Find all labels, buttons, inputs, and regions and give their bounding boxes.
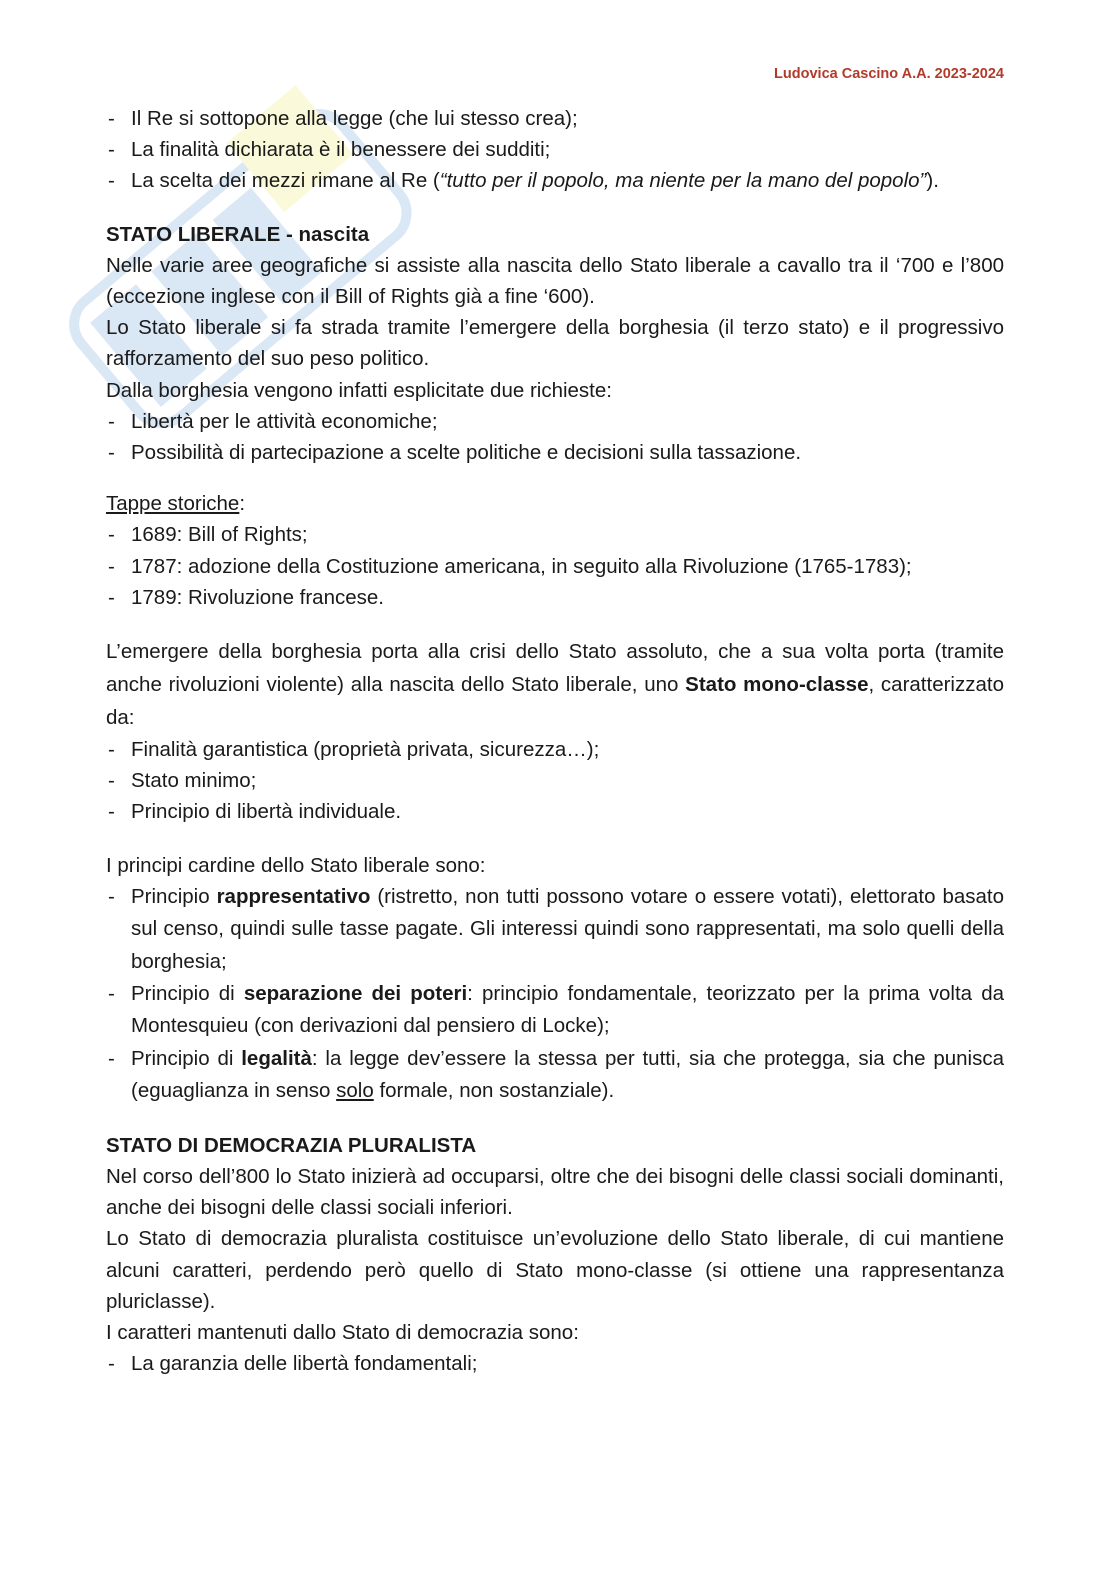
paragraph: I caratteri mantenuti dallo Stato di democrazia sono: — [106, 1320, 579, 1344]
intro-list — [106, 103, 1004, 197]
list-item: - 1689: Bill of Rights; — [106, 519, 1004, 550]
democrazia-list — [106, 1348, 1004, 1379]
list-item: - 1789: Rivoluzione francese. — [106, 582, 1004, 613]
list-item: - 1787: adozione della Costituzione americana, in seguito alla Rivoluzione (1765-1783); — [106, 551, 1004, 582]
paragraph: Nel corso dell’800 lo Stato inizierà ad occuparsi, oltre che dei bisogni delle classi sociali dominanti, anche dei bisogni delle classi sociali inferiori. — [106, 1164, 1004, 1220]
tappe-list — [106, 519, 1004, 613]
list-item: - Principio di separazione dei poteri: principio fondamentale, teorizzato per la prima volta da Montesquieu (con derivazioni dal pensiero di Locke); — [106, 978, 1004, 1043]
paragraph: I principi cardine dello Stato liberale sono: — [106, 853, 486, 877]
paragraph: Dalla borghesia vengono infatti esplicitate due richieste: — [106, 378, 612, 402]
paragraph: Lo Stato liberale si fa strada tramite l’emergere della borghesia (il terzo stato) e il progressivo rafforzamento del suo peso politico. — [106, 316, 1004, 371]
page-header: Ludovica Cascino A.A. 2023-2024 — [774, 66, 1004, 82]
list-item: - La finalità dichiarata è il benessere dei sudditi; — [106, 134, 1004, 165]
list-item: - La garanzia delle libertà fondamentali; — [106, 1348, 1004, 1379]
document-body — [106, 103, 1004, 1379]
paragraph: Nelle varie aree geografiche si assiste alla nascita dello Stato liberale a cavallo tra il ‘700 e l’800 (eccezione inglese con il Bill of Rights già a fine ‘600). — [106, 253, 1004, 309]
list-item: - Stato minimo; — [106, 765, 1004, 796]
requests-list — [106, 406, 1004, 468]
list-item: - Finalità garantistica (proprietà privata, sicurezza…); — [106, 734, 1004, 765]
list-item: - Principio di legalità: la legge dev’essere la stessa per tutti, sia che protegga, sia che punisca (eguaglianza in senso solo formale, non sostanziale). — [106, 1043, 1004, 1108]
section-heading-democrazia: STATO DI DEMOCRAZIA PLURALISTA — [106, 1133, 477, 1157]
list-item: - Possibilità di partecipazione a scelte politiche e decisioni sulla tassazione. — [106, 437, 1004, 468]
section-heading-liberale: STATO LIBERALE - nascita — [106, 222, 370, 246]
paragraph: Lo Stato di democrazia pluralista costituisce un’evoluzione dello Stato liberale, di cui mantiene alcuni caratteri, perdendo però quello di Stato mono-classe (si ottiene una rappresentanza pluriclasse). — [106, 1227, 1004, 1313]
list-item: - Principio rappresentativo (ristretto, non tutti possono votare o essere votati), elettorato basato sul censo, quindi sulle tasse pagate. Gli interessi quindi sono rappresentati, ma solo quelli della borghesia; — [106, 881, 1004, 978]
list-item: - Libertà per le attività economiche; — [106, 406, 1004, 437]
tappe-label: Tappe storiche: — [106, 492, 246, 516]
paragraph-crisi: L’emergere della borghesia porta alla crisi dello Stato assoluto, che a sua volta porta (tramite anche rivoluzioni violente) alla nascita dello Stato liberale, uno Stato mono-classe, caratterizzato da: — [106, 640, 1004, 730]
list-item: - Principio di libertà individuale. — [106, 796, 1004, 827]
caratteri-list — [106, 734, 1004, 828]
principi-list — [106, 881, 1004, 1108]
list-item: - La scelta dei mezzi rimane al Re (“tutto per il popolo, ma niente per la mano del popolo”). — [106, 165, 1004, 196]
list-item: - Il Re si sottopone alla legge (che lui stesso crea); — [106, 103, 1004, 134]
